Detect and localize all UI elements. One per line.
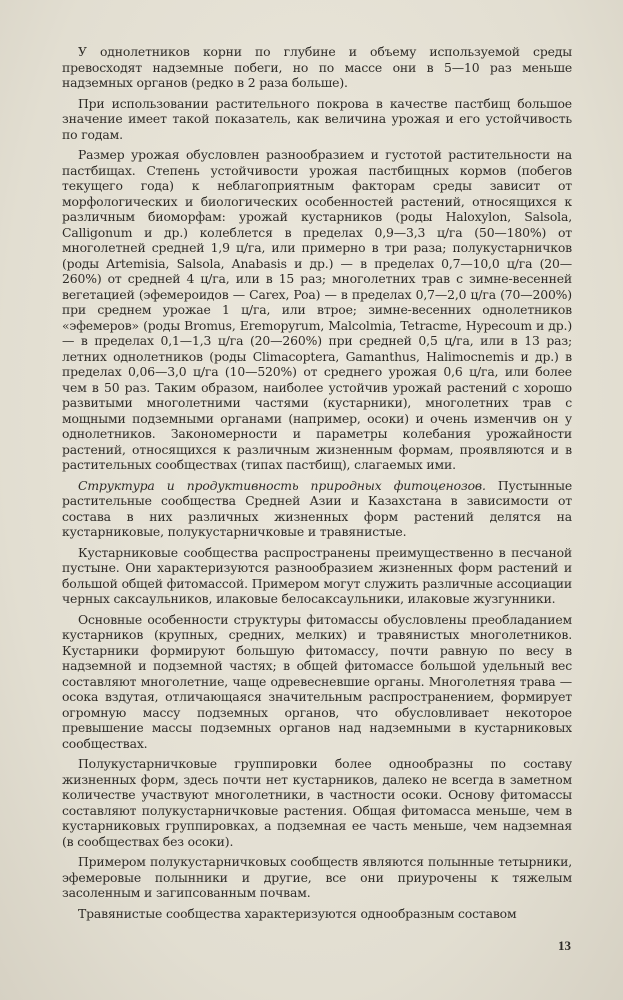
paragraph: Примером полукустарничковых сообществ являются полынные тетырники, эфемеровые полынники и другие, все они приурочены к тяжелым засоленным и загипсованным почвам.: [62, 854, 572, 900]
section-heading: Структура и продуктивность природных фитоценозов.: [78, 477, 486, 493]
paragraph: У однолетников корни по глубине и объему используемой среды превосходят надземные побеги, но по массе они в 5—10 раз меньше надземных органов (редко в 2 раза больше).: [62, 44, 572, 90]
paragraph: При использовании растительного покрова в качестве пастбищ большое значение имеет такой показатель, как величина урожая и его устойчивость по годам.: [62, 95, 572, 142]
paragraph: Полукустарничковые группировки более однообразны по составу жизненных форм, здесь почти нет кустарников, далеко не всегда в заметном количестве участвуют многолетники, в частности осоки. Основу фитомассы составляют полукустарничковые растения. Общая фитомасса меньше, чем в кустарниковых группировках, а подземная ее часть меньше, чем надземная (в сообществах без осоки).: [62, 756, 572, 849]
paragraph: Основные особенности структуры фитомассы обусловлены преобладанием кустарников (крупных, средних, мелких) и травянистых многолетников. Кустарники формируют большую фитомассу, почти равную по весу в надземной и подземной частях; в общей фитомассе большой удельный вес составляют многолетние, чаще одревесневшие органы. Многолетняя трава — осока вздутая, отличающаяся значительным распространением, формирует огромную массу подземных органов, что обусловливает некоторое превышение массы подземных органов над надземными в кустарниковых сообществах.: [62, 611, 572, 751]
paragraph: Размер урожая обусловлен разнообразием и густотой растительности на пастбищах. Степень устойчивости урожая пастбищных кормов (побегов текущего года) к неблагоприятным факторам среды зависит от морфологических и биологических особенностей растений, относящихся к различным биоморфам: урожай кустарников (роды Haloxylon, Salsola, Calligonum и др.) колеблется в пределах 0,9—3,3 ц/га (50—180%) от многолетней средней 1,9 ц/га, или примерно в три раза; полукустарничков (роды Artemisia, Salsola, Anabasis и др.) — в пределах 0,7—10,0 ц/га (20—260%) от средней 4 ц/га, или в 15 раз; многолетних трав с зимне-весенней вегетацией (эфемероидов — Carex, Poa) — в пределах 0,7—2,0 ц/га (70—200%) при среднем урожае 1 ц/га, или втрое; зимне-весенних однолетников «эфемеров» (роды Bromus, Eremopyrum, Malcolmia, Tetracme, Hypecoum и др.) — в пределах 0,1—1,3 ц/га (20—260%) при средней 0,5 ц/га, или в 13 раз; летних однолетников (роды Climacoptera, Gamanthus, Halimocnemis и др.) в пределах 0,06—3,0 ц/га (10—520%) от среднего урожая 0,6 ц/га, или более чем в 50 раз. Таким образом, наиболее устойчив урожай растений с хорошо развитыми многолетними частями (кустарники), многолетних трав с мощными подземными органами (например, осоки) и очень изменчив он у однолетников. Закономерности и параметры колебания урожайности растений, относящихся к различным жизненным формам, проявляются и в растительных сообществах (типах пастбищ), слагаемых ими.: [62, 147, 572, 472]
page-number: 13: [558, 938, 571, 953]
section-paragraph: [62, 478, 572, 540]
paragraph: Травянистые сообщества характеризуются однообразным составом: [78, 905, 517, 921]
section-lead: Пустынные растительные сообщества Средней Азии и Казахстана в зависимости от состава в них различных жизненных форм растений делятся на кустарниковые, полукустарничковые и травянистые.: [62, 477, 572, 539]
paragraph: Кустарниковые сообщества распространены преимущественно в песчаной пустыне. Они характеризуются разнообразием жизненных форм растений и большой общей фитомассой. Примером могут служить различные ассоциации черных саксаульников, илаковые белосаксаульники, илаковые жузгунники.: [62, 544, 572, 606]
page-body: [62, 44, 572, 926]
